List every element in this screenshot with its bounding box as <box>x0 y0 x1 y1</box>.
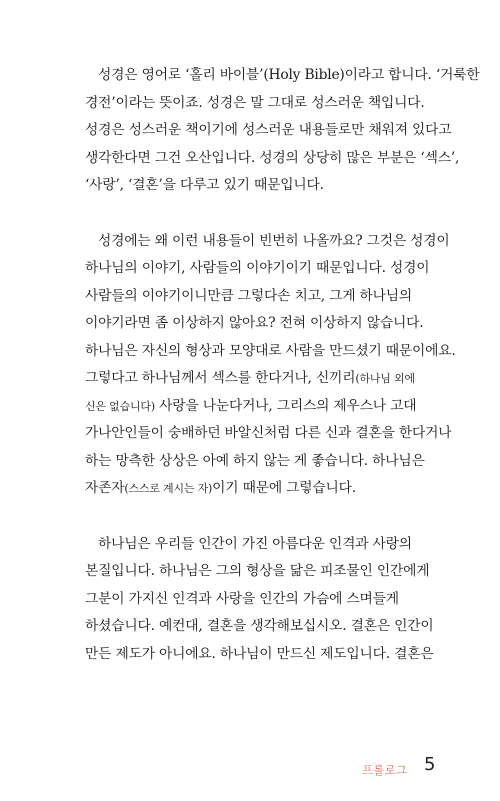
text-line: 성경은 영어로 ‘홀리 바이블’(Holy Bible)이라고 합니다. ‘거룩한 <box>98 67 480 83</box>
text-line: 생각한다면 그건 오산입니다. 성경의 상당히 많은 부분은 ‘섹스’, <box>85 149 460 166</box>
text-line <box>85 365 430 393</box>
text-line: 이야기라면 좀 이상하지 않아요? 전혀 이상하지 않습니다. <box>85 315 424 331</box>
text-line: 사람들의 이야기이니만큼 그렇다손 치고, 그게 하나님의 <box>85 287 413 304</box>
section-label: 프롤로그 <box>362 763 408 777</box>
text-line: 성경에는 왜 이런 내용들이 빈번히 나올까요? 그것은 성경이 <box>98 232 450 249</box>
text-line <box>85 475 430 503</box>
text-line: 하셨습니다. 예컨대, 결혼을 생각해보십시오. 결혼은 인간이 <box>85 618 434 634</box>
page-footer <box>0 752 500 782</box>
body-text <box>85 62 480 668</box>
text-line: 하나님은 우리들 인간이 가진 아름다운 인격과 사랑의 <box>98 535 412 552</box>
text-line <box>85 393 430 421</box>
parenthetical-note: (스스로 계시는 자) <box>124 482 213 495</box>
paragraph <box>85 531 434 669</box>
text-run: 그렇다고 하나님께서 섹스를 한다거나, 신끼리 <box>85 370 356 386</box>
text-line: 가나안인들이 숭배하던 바알신처럼 다른 신과 결혼을 한다거나 <box>85 425 452 441</box>
text-line: 성경은 성스러운 책이기에 성스러운 내용들로만 채워져 있다고 <box>85 122 452 138</box>
paragraph <box>85 228 456 503</box>
text-line: 하나님은 자신의 형상과 모양대로 사람을 만드셨기 때문이에요. <box>85 342 456 359</box>
text-line: 그분이 가지신 인격과 사랑을 인간의 가슴에 스며들게 <box>85 590 399 607</box>
page-number: 5 <box>424 754 436 775</box>
text-line: ‘사랑’, ‘결혼’을 다루고 있기 때문입니다. <box>85 177 324 193</box>
text-line: 만든 제도가 아니에요. 하나님이 만드신 제도입니다. 결혼은 <box>85 645 434 662</box>
parenthetical-note: (하나님 외에 <box>355 372 415 385</box>
text-line: 하는 망측한 상상은 아예 하지 않는 게 좋습니다. 하나님은 <box>85 452 425 469</box>
paragraph <box>85 62 480 200</box>
text-line: 하나님의 이야기, 사람들의 이야기이기 때문입니다. 성경이 <box>85 260 430 276</box>
parenthetical-note: 신은 없습니다) <box>85 399 155 413</box>
text-line: 본질입니다. 하나님은 그의 형상을 닮은 피조물인 인간에게 <box>85 563 430 579</box>
text-run: 사랑을 나눈다거나, 그리스의 제우스나 고대 <box>154 397 417 414</box>
text-run: 자존자 <box>85 480 125 496</box>
text-line: 경전’이라는 뜻이죠. 성경은 말 그대로 성스러운 책입니다. <box>85 94 425 111</box>
text-run: 이기 때문에 그렇습니다. <box>212 480 356 496</box>
